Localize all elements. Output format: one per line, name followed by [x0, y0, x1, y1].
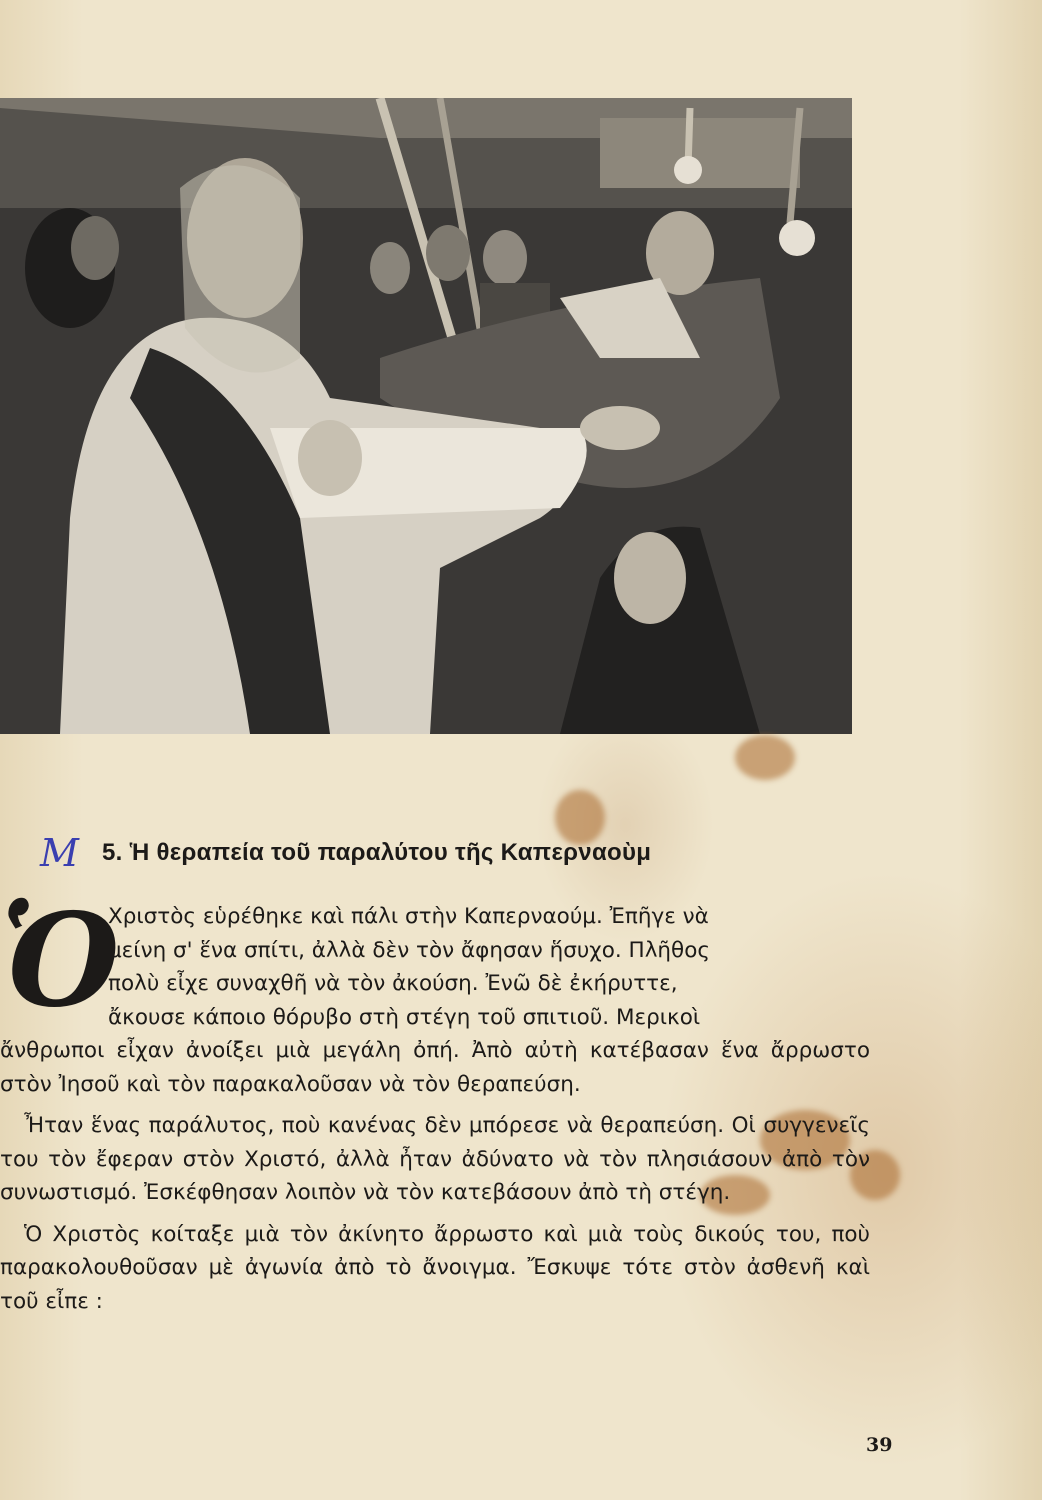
text-line: μείνη σ' ἕνα σπίτι, ἀλλὰ δὲν τὸν ἄφησαν ἥσυχο. Πλῆθος	[108, 937, 710, 963]
text-line: ἄκουσε κάποιο θόρυβο στὴ στέγη τοῦ σπιτιοῦ. Μερικοὶ	[108, 1004, 701, 1030]
body-text	[0, 886, 870, 1318]
water-stain	[735, 735, 795, 780]
chapter-heading: 5. Ἡ θεραπεία τοῦ παραλύτου τῆς Καπερναοὺμ	[102, 839, 652, 866]
page-number: 39	[866, 1434, 893, 1456]
first-paragraph-indented-lines	[0, 886, 870, 1036]
paragraph-1-continued: ἄνθρωποι εἶχαν ἀνοίξει μιὰ μεγάλη ὀπή. Ἀπὸ αὐτὴ κατέβασαν ἕνα ἄρρωστο στὸν Ἰησοῦ καὶ τὸν παρακαλοῦσαν νὰ τὸν θεραπεύση.	[0, 1038, 870, 1097]
healing-of-paralytic-illustration	[0, 98, 852, 734]
illustration-artwork	[0, 98, 852, 734]
text-line: πολὺ εἶχε συναχθῆ νὰ τὸν ἀκούση. Ἐνῶ δὲ ἐκήρυττε,	[108, 971, 678, 996]
paragraph-3: Ὁ Χριστὸς κοίταξε μιὰ τὸν ἀκίνητο ἄρρωστο καὶ μιὰ τοὺς δικούς του, ποὺ παρακολουθοῦσαν μὲ ἀγωνία ἀπὸ τὸ ἄνοιγμα. Ἔσκυψε τότε στὸν ἀσθενῆ καὶ τοῦ εἶπε :	[0, 1221, 870, 1314]
text-line: Χριστὸς εὑρέθηκε καὶ πάλι στὴν Καπερναούμ. Ἐπῆγε νὰ	[108, 904, 709, 929]
drop-cap: Ὁ	[0, 886, 120, 1036]
paragraph-2: Ἦταν ἕνας παράλυτος, ποὺ κανένας δὲν μπόρεσε νὰ θεραπεύση. Οἱ συγγενεῖς του τὸν ἔφεραν στὸν Χριστό, ἀλλὰ ἦταν ἀδύνατο νὰ τὸν πλησιάσουν ἀπὸ τὸν συνωστισμό. Ἐσκέφθησαν λοιπὸν νὰ τὸν κατεβάσουν ἀπὸ τὴ στέγη.	[0, 1113, 870, 1205]
handwritten-annotation: Μ	[40, 831, 79, 875]
chapter-heading-row	[40, 828, 980, 878]
